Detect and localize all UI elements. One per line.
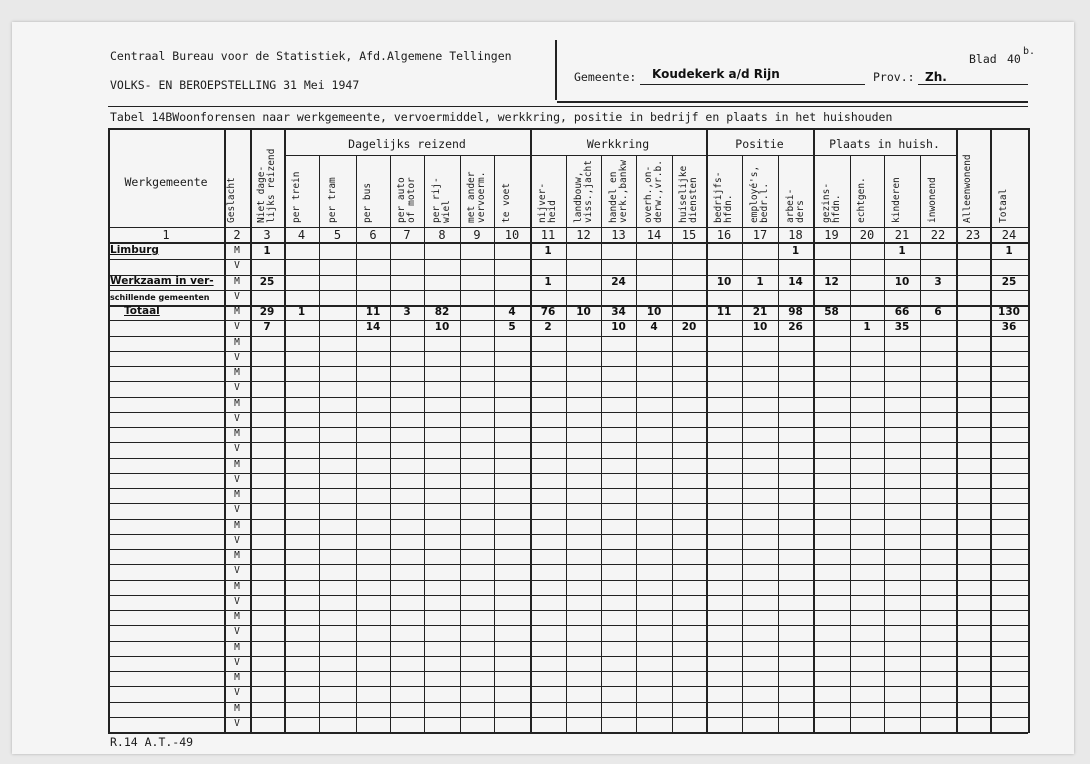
table-top-rule: [108, 128, 1028, 130]
cell-col-3: 7: [263, 321, 271, 334]
sex-marker-V: V: [234, 260, 240, 272]
cell-col-24: 1: [1005, 245, 1013, 257]
cell-col-6: 11: [365, 306, 381, 318]
gemeente-label: Gemeente:: [574, 70, 637, 84]
column-rule: [1028, 128, 1030, 733]
gemeente-value: Koudekerk a/d Rijn: [652, 67, 780, 81]
cell-col-17: 1: [756, 275, 764, 288]
sex-marker-V: V: [234, 534, 240, 546]
sex-marker-M: M: [234, 306, 240, 317]
col-header-6: per bus: [362, 182, 373, 223]
cell-col-13: 34: [611, 306, 626, 318]
cell-col-6: 14: [365, 321, 381, 334]
cell-col-24: 25: [1001, 275, 1017, 288]
cell-col-21: 10: [894, 275, 910, 288]
col-header-2: Geslacht: [226, 177, 237, 223]
cell-col-21: 1: [898, 245, 906, 257]
cell-col-13: 24: [611, 275, 626, 288]
cell-col-21: 66: [894, 306, 910, 318]
office-title: Centraal Bureau voor de Statistiek, Afd.Algemene Tellingen: [110, 49, 512, 63]
blad-label: Blad: [969, 52, 997, 66]
cell-col-21: 35: [894, 321, 910, 334]
sex-marker-M: M: [234, 397, 240, 409]
sex-marker-V: V: [234, 473, 240, 485]
sex-marker-V: V: [234, 687, 240, 699]
column-number-17: 17: [752, 228, 768, 242]
column-number-14: 14: [646, 228, 662, 242]
col-header-7: per auto of motor: [396, 177, 417, 223]
cell-col-13: 10: [611, 321, 626, 334]
column-number-4: 4: [297, 228, 306, 242]
sex-marker-V: V: [234, 382, 240, 394]
column-number-18: 18: [788, 228, 803, 242]
column-number-10: 10: [504, 228, 520, 242]
sex-marker-V: V: [234, 290, 240, 302]
column-number-9: 9: [473, 228, 481, 242]
prov-underline: [918, 84, 1028, 85]
sex-marker-M: M: [234, 519, 240, 531]
column-rule: [813, 128, 815, 733]
column-rule: [956, 128, 958, 733]
column-number-15: 15: [681, 228, 697, 242]
row-label: Werkzaam in ver-: [110, 274, 214, 287]
col-header-16: bedrijfs- hfdn.: [713, 171, 734, 223]
column-number-5: 5: [333, 228, 342, 242]
column-number-8: 8: [438, 228, 446, 242]
cell-col-19: 12: [824, 275, 839, 288]
header-rule-2: [108, 106, 1028, 107]
column-rule: [990, 128, 992, 733]
cell-col-18: 1: [791, 245, 800, 257]
cell-col-12: 10: [576, 306, 591, 318]
col-header-4: per trein: [290, 171, 302, 223]
column-number-20: 20: [859, 228, 875, 242]
cell-col-11: 2: [544, 321, 552, 334]
sex-marker-M: M: [234, 611, 240, 622]
cell-col-16: 11: [716, 306, 732, 318]
cell-col-18: 98: [788, 306, 803, 318]
sex-marker-V: V: [234, 351, 240, 363]
cell-col-14: 4: [650, 321, 658, 334]
cell-col-24: 130: [998, 306, 1020, 318]
row-label: Limburg: [110, 244, 159, 256]
col-header-11: nijver- heid: [537, 182, 558, 223]
col-header-17: employé's, bedr.l.: [749, 165, 770, 223]
cell-col-22: 3: [934, 275, 942, 288]
col-header-14: overh.,on- derw.,vr.b.: [643, 160, 664, 223]
col-header-19: gezins- hfdn.: [820, 182, 842, 223]
sex-marker-M: M: [234, 550, 240, 561]
col-header-18: arbei- ders: [784, 188, 806, 223]
group-positie: Positie: [735, 137, 784, 151]
cell-col-14: 10: [646, 306, 662, 318]
cell-col-11: 1: [544, 245, 552, 257]
cell-col-19: 58: [824, 306, 839, 318]
sex-marker-M: M: [234, 245, 240, 256]
cell-col-10: 5: [508, 321, 516, 334]
column-number-1: 1: [162, 228, 170, 242]
column-number-19: 19: [824, 228, 839, 242]
cell-col-8: 10: [434, 321, 450, 334]
table-title: Tabel 14BWoonforensen naar werkgemeente, vervoermiddel, werkkring, positie in bedrijf en plaats in het huishouden: [110, 110, 893, 124]
cell-col-18: 26: [788, 321, 803, 334]
group-header-rule: [706, 155, 813, 156]
group-dagelijks-reizend: Dagelijks reizend: [348, 137, 466, 151]
cell-col-7: 3: [403, 306, 411, 318]
cell-col-24: 36: [1001, 321, 1017, 334]
prov-value: Zh.: [925, 70, 947, 84]
table-bottom-rule: [108, 732, 1028, 734]
col-header-15: huiselijke diensten: [678, 165, 699, 223]
cell-col-22: 6: [934, 306, 942, 318]
sex-marker-M: M: [234, 458, 240, 470]
column-number-24: 24: [1001, 228, 1017, 242]
cell-col-8: 82: [434, 306, 450, 318]
column-number-6: 6: [369, 228, 377, 242]
sex-marker-M: M: [234, 580, 240, 592]
column-number-12: 12: [576, 228, 591, 242]
column-number-16: 16: [716, 228, 732, 242]
header-divider: [555, 40, 557, 100]
cell-col-11: 1: [544, 275, 552, 288]
column-rule: [530, 128, 532, 733]
column-number-rule: [108, 242, 1028, 244]
sex-marker-M: M: [234, 672, 240, 683]
col-header-5: per tram: [326, 177, 338, 223]
column-number-13: 13: [611, 228, 626, 242]
row-label: schillende gemeenten: [110, 292, 210, 302]
gemeente-underline: [640, 84, 865, 85]
sex-marker-V: V: [234, 656, 240, 668]
cell-col-20: 1: [863, 321, 871, 334]
census-form-sheet: [12, 22, 1074, 754]
col-header-10: te voet: [501, 182, 512, 223]
sex-marker-M: M: [234, 428, 240, 439]
prov-label: Prov.:: [873, 70, 915, 84]
cell-col-10: 4: [508, 306, 516, 318]
sex-marker-M: M: [234, 702, 240, 714]
column-number-3: 3: [263, 228, 271, 242]
sex-marker-V: V: [234, 565, 240, 577]
census-title: VOLKS- EN BEROEPSTELLING 31 Mei 1947: [110, 78, 360, 92]
col-header-13: handel en verk.,bankw: [607, 160, 629, 223]
sex-marker-M: M: [234, 275, 240, 287]
col-header-9: met ander vervoerm.: [466, 171, 487, 223]
col-header-3: Niet dage- lijks reizend: [256, 148, 277, 223]
col-header-21: kinderen: [891, 177, 902, 223]
blad-value: 40: [1007, 52, 1021, 66]
col-header-20: echtgen.: [856, 177, 867, 223]
col-header-12: landbouw, viss.,jacht: [572, 160, 594, 223]
col-header-24: Totaal: [998, 188, 1009, 223]
blad-suffix: b.: [1023, 46, 1036, 57]
sex-marker-V: V: [234, 412, 240, 424]
col-header-8: per rij- wiel: [431, 177, 452, 223]
sex-marker-M: M: [234, 641, 240, 653]
column-number-21: 21: [894, 228, 910, 242]
sex-marker-V: V: [234, 504, 240, 516]
sex-marker-V: V: [234, 717, 240, 729]
cell-col-4: 1: [297, 306, 306, 318]
sex-marker-V: V: [234, 595, 240, 607]
col-header-23: Alleenwonend: [962, 154, 973, 223]
cell-col-18: 14: [788, 275, 803, 288]
column-number-11: 11: [540, 228, 556, 242]
cell-col-3: 25: [259, 275, 275, 288]
cell-col-11: 76: [540, 306, 556, 318]
sex-marker-M: M: [234, 489, 240, 500]
column-number-23: 23: [965, 228, 981, 242]
column-rule: [284, 128, 286, 733]
cell-col-16: 10: [716, 275, 732, 288]
cell-col-17: 10: [752, 321, 768, 334]
column-number-7: 7: [403, 228, 411, 242]
group-plaats-in-huishouden: Plaats in huish.: [829, 137, 940, 151]
column-rule: [250, 128, 252, 733]
row-label: Totaal: [124, 305, 160, 317]
col-header-22: inwonend: [927, 177, 938, 223]
col-header-werkgemeente: Werkgemeente: [124, 175, 208, 189]
sex-marker-V: V: [234, 321, 240, 333]
form-code: R.14 A.T.-49: [110, 735, 194, 749]
group-werkkring: Werkkring: [586, 137, 650, 151]
column-number-22: 22: [930, 228, 946, 242]
cell-col-3: 29: [259, 306, 275, 318]
cell-col-3: 1: [263, 245, 271, 257]
sex-marker-M: M: [234, 367, 240, 378]
header-rule: [557, 101, 1028, 103]
column-rule: [706, 128, 708, 733]
column-rule: [108, 128, 110, 733]
column-number-2: 2: [233, 228, 241, 242]
cell-col-15: 20: [681, 321, 697, 334]
sex-marker-V: V: [234, 626, 240, 638]
group-header-rule: [530, 155, 706, 156]
cell-col-17: 21: [752, 306, 768, 318]
sex-marker-V: V: [234, 443, 240, 455]
sex-marker-M: M: [234, 336, 240, 348]
